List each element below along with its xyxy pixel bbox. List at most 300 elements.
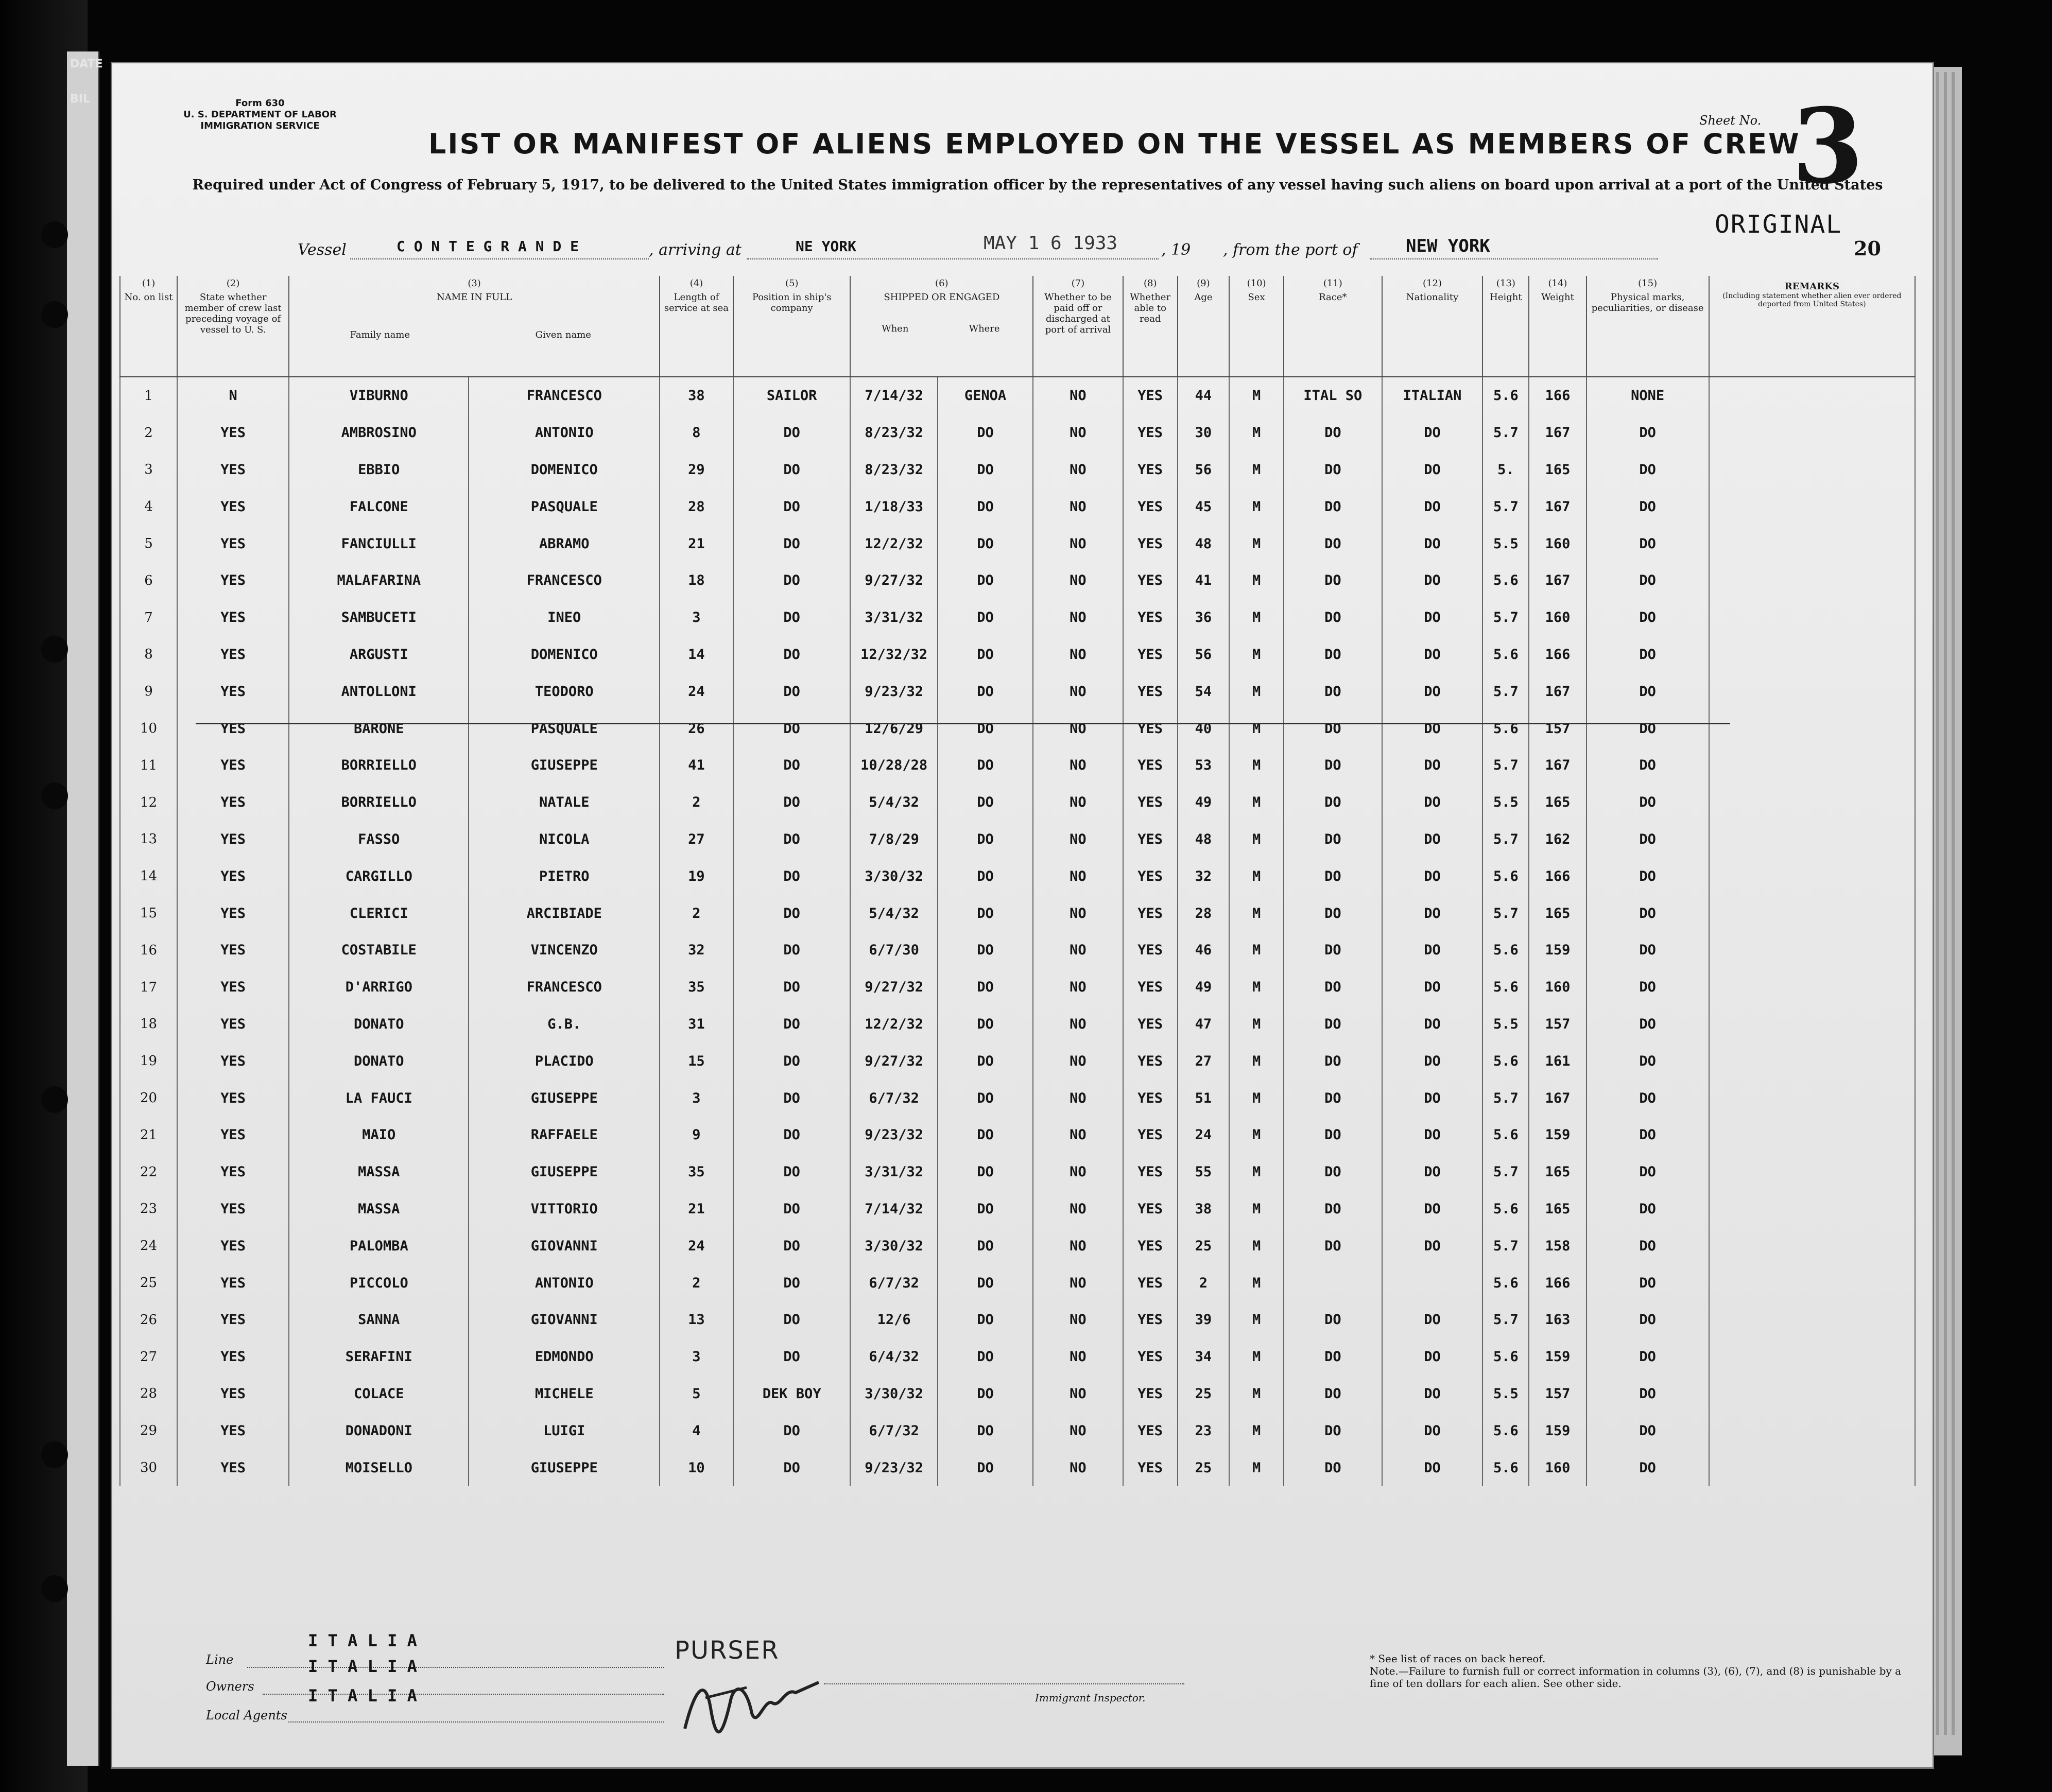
cell-sex: M bbox=[1229, 1264, 1284, 1301]
cell-shipped-when: 5/4/32 bbox=[850, 895, 937, 932]
form-service: IMMIGRATION SERVICE bbox=[200, 120, 320, 131]
from-port: NEW YORK bbox=[1406, 236, 1490, 256]
cell-weight: 160 bbox=[1529, 525, 1586, 562]
cell-height: 5.5 bbox=[1482, 525, 1529, 562]
cell-race: DO bbox=[1284, 858, 1382, 895]
cell-previous-voyage: YES bbox=[177, 858, 289, 895]
cell-family-name: SAMBUCETI bbox=[289, 599, 469, 636]
cell-no: 2 bbox=[120, 414, 177, 451]
cell-sex: M bbox=[1229, 1376, 1284, 1413]
cell-age: 39 bbox=[1178, 1301, 1230, 1338]
cell-shipped-where: DO bbox=[938, 747, 1033, 784]
cell-shipped-when: 12/2/32 bbox=[850, 1006, 937, 1043]
table-row bbox=[120, 821, 1915, 858]
cell-remarks bbox=[1709, 451, 1915, 489]
cell-family-name: SANNA bbox=[289, 1301, 469, 1338]
cell-able-read: YES bbox=[1123, 821, 1178, 858]
cell-length-service: 15 bbox=[660, 1042, 733, 1080]
cell-position: DO bbox=[733, 1006, 851, 1043]
cell-nationality: DO bbox=[1382, 562, 1483, 599]
cell-weight: 161 bbox=[1529, 1042, 1586, 1080]
cell-able-read: YES bbox=[1123, 1080, 1178, 1117]
cell-previous-voyage: YES bbox=[177, 747, 289, 784]
cell-previous-voyage: YES bbox=[177, 784, 289, 821]
cell-weight: 160 bbox=[1529, 599, 1586, 636]
cell-physical-marks: DO bbox=[1587, 1117, 1709, 1154]
cell-physical-marks: DO bbox=[1587, 1449, 1709, 1486]
cell-nationality: DO bbox=[1382, 858, 1483, 895]
cell-nationality: DO bbox=[1382, 821, 1483, 858]
cell-height: 5.7 bbox=[1482, 821, 1529, 858]
cell-race: DO bbox=[1284, 710, 1382, 747]
table-row bbox=[120, 636, 1915, 673]
cell-age: 54 bbox=[1178, 673, 1230, 710]
cell-position: DO bbox=[733, 710, 851, 747]
cell-given-name: EDMONDO bbox=[469, 1338, 660, 1376]
cell-age: 32 bbox=[1178, 858, 1230, 895]
cell-previous-voyage: YES bbox=[177, 1117, 289, 1154]
cell-position: DO bbox=[733, 636, 851, 673]
cell-paid-off: NO bbox=[1033, 1042, 1123, 1080]
cell-height: 5.6 bbox=[1482, 1117, 1529, 1154]
cell-race: DO bbox=[1284, 488, 1382, 525]
cell-position: DO bbox=[733, 451, 851, 489]
cell-given-name: VITTORIO bbox=[469, 1191, 660, 1228]
cell-height: 5.5 bbox=[1482, 784, 1529, 821]
cell-age: 25 bbox=[1178, 1449, 1230, 1486]
cell-height: 5.6 bbox=[1482, 932, 1529, 969]
from-port-label: , from the port of bbox=[1223, 241, 1358, 259]
cell-able-read: YES bbox=[1123, 747, 1178, 784]
cell-no: 27 bbox=[120, 1338, 177, 1376]
cell-position: DO bbox=[733, 488, 851, 525]
punch-hole bbox=[41, 1441, 68, 1468]
col-header-given-name: Given name bbox=[535, 329, 591, 340]
cell-remarks bbox=[1709, 1042, 1915, 1080]
cell-length-service: 24 bbox=[660, 673, 733, 710]
cell-nationality bbox=[1382, 1264, 1483, 1301]
cell-family-name: BORRIELLO bbox=[289, 784, 469, 821]
cell-shipped-when: 3/30/32 bbox=[850, 1376, 937, 1413]
cell-length-service: 29 bbox=[660, 451, 733, 489]
cell-paid-off: NO bbox=[1033, 1154, 1123, 1191]
cell-nationality: DO bbox=[1382, 488, 1483, 525]
cell-position: DO bbox=[733, 525, 851, 562]
cell-sex: M bbox=[1229, 821, 1284, 858]
cell-paid-off: NO bbox=[1033, 673, 1123, 710]
table-row bbox=[120, 1376, 1915, 1413]
cell-nationality: ITALIAN bbox=[1382, 377, 1483, 414]
cell-race: DO bbox=[1284, 932, 1382, 969]
cell-physical-marks: DO bbox=[1587, 1227, 1709, 1264]
cell-physical-marks: DO bbox=[1587, 1191, 1709, 1228]
cell-previous-voyage: YES bbox=[177, 1154, 289, 1191]
cell-age: 56 bbox=[1178, 451, 1230, 489]
cell-length-service: 24 bbox=[660, 1227, 733, 1264]
cell-nationality: DO bbox=[1382, 451, 1483, 489]
cell-previous-voyage: YES bbox=[177, 821, 289, 858]
cell-nationality: DO bbox=[1382, 1080, 1483, 1117]
cell-age: 49 bbox=[1178, 969, 1230, 1006]
cell-shipped-where: DO bbox=[938, 1042, 1033, 1080]
footnotes bbox=[1370, 1652, 1910, 1690]
cell-race: DO bbox=[1284, 1117, 1382, 1154]
cell-length-service: 8 bbox=[660, 414, 733, 451]
cell-given-name: GIUSEPPE bbox=[469, 1154, 660, 1191]
cell-shipped-when: 9/23/32 bbox=[850, 1117, 937, 1154]
cell-physical-marks: DO bbox=[1587, 1154, 1709, 1191]
cell-able-read: YES bbox=[1123, 1338, 1178, 1376]
cell-race: DO bbox=[1284, 821, 1382, 858]
cell-able-read: YES bbox=[1123, 895, 1178, 932]
cell-position: DO bbox=[733, 747, 851, 784]
cell-family-name: MAIO bbox=[289, 1117, 469, 1154]
table-row bbox=[120, 1338, 1915, 1376]
cell-shipped-where: DO bbox=[938, 710, 1033, 747]
cell-given-name: PASQUALE bbox=[469, 710, 660, 747]
punch-hole bbox=[41, 301, 68, 328]
cell-previous-voyage: YES bbox=[177, 488, 289, 525]
cell-sex: M bbox=[1229, 1191, 1284, 1228]
vessel-label: Vessel bbox=[298, 241, 347, 259]
cell-physical-marks: DO bbox=[1587, 969, 1709, 1006]
cell-family-name: BORRIELLO bbox=[289, 747, 469, 784]
cell-position: SAILOR bbox=[733, 377, 851, 414]
cell-able-read: YES bbox=[1123, 1006, 1178, 1043]
cell-previous-voyage: YES bbox=[177, 895, 289, 932]
cell-weight: 157 bbox=[1529, 710, 1586, 747]
table-row bbox=[120, 969, 1915, 1006]
cell-remarks bbox=[1709, 414, 1915, 451]
cell-remarks bbox=[1709, 636, 1915, 673]
cell-given-name: TEODORO bbox=[469, 673, 660, 710]
cell-shipped-where: DO bbox=[938, 1412, 1033, 1449]
cell-no: 12 bbox=[120, 784, 177, 821]
cell-physical-marks: DO bbox=[1587, 525, 1709, 562]
cell-paid-off: NO bbox=[1033, 1338, 1123, 1376]
cell-given-name: PLACIDO bbox=[469, 1042, 660, 1080]
cell-length-service: 35 bbox=[660, 1154, 733, 1191]
cell-age: 27 bbox=[1178, 1042, 1230, 1080]
cell-position: DO bbox=[733, 1301, 851, 1338]
cell-height: 5.6 bbox=[1482, 969, 1529, 1006]
cell-position: DO bbox=[733, 895, 851, 932]
cell-length-service: 9 bbox=[660, 1117, 733, 1154]
cell-position: DO bbox=[733, 414, 851, 451]
cell-paid-off: NO bbox=[1033, 969, 1123, 1006]
cell-previous-voyage: YES bbox=[177, 1191, 289, 1228]
cell-given-name: DOMENICO bbox=[469, 451, 660, 489]
cell-shipped-where: DO bbox=[938, 1227, 1033, 1264]
cell-no: 3 bbox=[120, 451, 177, 489]
cell-shipped-where: DO bbox=[938, 636, 1033, 673]
cell-physical-marks: DO bbox=[1587, 451, 1709, 489]
cell-family-name: ARGUSTI bbox=[289, 636, 469, 673]
cell-family-name: FANCIULLI bbox=[289, 525, 469, 562]
cell-paid-off: NO bbox=[1033, 1412, 1123, 1449]
cell-previous-voyage: YES bbox=[177, 1412, 289, 1449]
cell-nationality: DO bbox=[1382, 1006, 1483, 1043]
cell-shipped-where: GENOA bbox=[938, 377, 1033, 414]
cell-shipped-where: DO bbox=[938, 1449, 1033, 1486]
cell-shipped-where: DO bbox=[938, 932, 1033, 969]
cell-shipped-when: 9/27/32 bbox=[850, 969, 937, 1006]
table-row bbox=[120, 1264, 1915, 1301]
line-label: Line bbox=[206, 1652, 234, 1667]
cell-sex: M bbox=[1229, 1006, 1284, 1043]
cell-sex: M bbox=[1229, 932, 1284, 969]
cell-shipped-where: DO bbox=[938, 1376, 1033, 1413]
cell-paid-off: NO bbox=[1033, 821, 1123, 858]
cell-shipped-when: 3/30/32 bbox=[850, 1227, 937, 1264]
col-header-sex: (10) Sex bbox=[1229, 276, 1284, 377]
cell-previous-voyage: YES bbox=[177, 451, 289, 489]
cell-shipped-where: DO bbox=[938, 562, 1033, 599]
page-stack-edge bbox=[1936, 72, 1939, 1735]
cell-nationality: DO bbox=[1382, 1154, 1483, 1191]
cell-able-read: YES bbox=[1123, 1376, 1178, 1413]
col-header-nationality: (12) Nationality bbox=[1382, 276, 1483, 377]
table-row bbox=[120, 673, 1915, 710]
cell-length-service: 2 bbox=[660, 784, 733, 821]
cell-position: DO bbox=[733, 599, 851, 636]
cell-race: DO bbox=[1284, 414, 1382, 451]
cell-no: 11 bbox=[120, 747, 177, 784]
cell-race: DO bbox=[1284, 1042, 1382, 1080]
cell-no: 5 bbox=[120, 525, 177, 562]
cell-length-service: 14 bbox=[660, 636, 733, 673]
cell-height: 5.6 bbox=[1482, 1412, 1529, 1449]
cell-family-name: FALCONE bbox=[289, 488, 469, 525]
underlying-page-strip bbox=[67, 51, 99, 1766]
cell-weight: 162 bbox=[1529, 821, 1586, 858]
owners-label: Owners bbox=[206, 1679, 254, 1694]
year-label: , 19 bbox=[1161, 241, 1191, 259]
cell-nationality: DO bbox=[1382, 673, 1483, 710]
cell-height: 5.6 bbox=[1482, 1449, 1529, 1486]
cell-age: 41 bbox=[1178, 562, 1230, 599]
cell-physical-marks: DO bbox=[1587, 710, 1709, 747]
col-header-paid-off: (7) Whether to be paid off or discharged at port of arrival bbox=[1033, 276, 1123, 377]
purser-stamp: PURSER bbox=[675, 1636, 780, 1665]
table-row bbox=[120, 414, 1915, 451]
cell-given-name: ANTONIO bbox=[469, 1264, 660, 1301]
col-header-where: Where bbox=[969, 323, 1000, 334]
cell-height: 5.7 bbox=[1482, 488, 1529, 525]
cell-family-name: MASSA bbox=[289, 1154, 469, 1191]
table-row bbox=[120, 599, 1915, 636]
cell-sex: M bbox=[1229, 451, 1284, 489]
cell-previous-voyage: YES bbox=[177, 932, 289, 969]
cell-shipped-when: 5/4/32 bbox=[850, 784, 937, 821]
cell-no: 20 bbox=[120, 1080, 177, 1117]
cell-previous-voyage: YES bbox=[177, 599, 289, 636]
cell-paid-off: NO bbox=[1033, 858, 1123, 895]
cell-height: 5.6 bbox=[1482, 1264, 1529, 1301]
cell-sex: M bbox=[1229, 710, 1284, 747]
cell-physical-marks: DO bbox=[1587, 1006, 1709, 1043]
cell-previous-voyage: YES bbox=[177, 1376, 289, 1413]
original-stamp: ORIGINAL bbox=[1715, 210, 1842, 239]
col-header-position: (5) Position in ship's company bbox=[733, 276, 851, 377]
cell-physical-marks: NONE bbox=[1587, 377, 1709, 414]
col-header-height: (13) Height bbox=[1482, 276, 1529, 377]
cell-shipped-where: DO bbox=[938, 673, 1033, 710]
cell-previous-voyage: YES bbox=[177, 673, 289, 710]
cell-family-name: MOISELLO bbox=[289, 1449, 469, 1486]
cell-physical-marks: DO bbox=[1587, 599, 1709, 636]
cell-length-service: 28 bbox=[660, 488, 733, 525]
cell-paid-off: NO bbox=[1033, 636, 1123, 673]
cell-given-name: LUIGI bbox=[469, 1412, 660, 1449]
cell-able-read: YES bbox=[1123, 562, 1178, 599]
punch-hole bbox=[41, 221, 68, 248]
cell-paid-off: NO bbox=[1033, 1080, 1123, 1117]
cell-family-name: MASSA bbox=[289, 1191, 469, 1228]
cell-length-service: 13 bbox=[660, 1301, 733, 1338]
cell-sex: M bbox=[1229, 599, 1284, 636]
table-row bbox=[120, 1042, 1915, 1080]
cell-paid-off: NO bbox=[1033, 1449, 1123, 1486]
cell-previous-voyage: N bbox=[177, 377, 289, 414]
cell-remarks bbox=[1709, 1080, 1915, 1117]
cell-previous-voyage: YES bbox=[177, 1338, 289, 1376]
cell-paid-off: NO bbox=[1033, 710, 1123, 747]
cell-sex: M bbox=[1229, 1301, 1284, 1338]
col-header-family-name: Family name bbox=[350, 329, 410, 340]
cell-able-read: YES bbox=[1123, 1117, 1178, 1154]
cell-given-name: GIUSEPPE bbox=[469, 747, 660, 784]
cell-weight: 165 bbox=[1529, 784, 1586, 821]
cell-length-service: 32 bbox=[660, 932, 733, 969]
cell-able-read: YES bbox=[1123, 710, 1178, 747]
cell-no: 29 bbox=[120, 1412, 177, 1449]
cell-paid-off: NO bbox=[1033, 599, 1123, 636]
cell-shipped-where: DO bbox=[938, 414, 1033, 451]
cell-position: DO bbox=[733, 821, 851, 858]
cell-remarks bbox=[1709, 895, 1915, 932]
cell-able-read: YES bbox=[1123, 1042, 1178, 1080]
cell-weight: 159 bbox=[1529, 1338, 1586, 1376]
cell-physical-marks: DO bbox=[1587, 414, 1709, 451]
cell-age: 40 bbox=[1178, 710, 1230, 747]
cell-paid-off: NO bbox=[1033, 488, 1123, 525]
cell-shipped-when: 12/6 bbox=[850, 1301, 937, 1338]
cell-shipped-when: 8/23/32 bbox=[850, 451, 937, 489]
cell-no: 15 bbox=[120, 895, 177, 932]
immigrant-inspector-label: Immigrant Inspector. bbox=[1035, 1692, 1146, 1704]
cell-shipped-where: DO bbox=[938, 858, 1033, 895]
cell-physical-marks: DO bbox=[1587, 1412, 1709, 1449]
cell-race: DO bbox=[1284, 1006, 1382, 1043]
cell-physical-marks: DO bbox=[1587, 636, 1709, 673]
cell-sex: M bbox=[1229, 562, 1284, 599]
col-header-previous-voyage: (2) State whether member of crew last preceding voyage of vessel to U. S. bbox=[177, 276, 289, 377]
cell-height: 5. bbox=[1482, 451, 1529, 489]
col-header-remarks: REMARKS (Including statement whether alien ever ordered deported from United States) bbox=[1709, 276, 1915, 377]
cell-sex: M bbox=[1229, 1080, 1284, 1117]
cell-shipped-where: DO bbox=[938, 969, 1033, 1006]
cell-remarks bbox=[1709, 784, 1915, 821]
cell-given-name: DOMENICO bbox=[469, 636, 660, 673]
cell-given-name: G.B. bbox=[469, 1006, 660, 1043]
cell-nationality: DO bbox=[1382, 710, 1483, 747]
cell-age: 49 bbox=[1178, 784, 1230, 821]
cell-previous-voyage: YES bbox=[177, 414, 289, 451]
cell-sex: M bbox=[1229, 488, 1284, 525]
cell-family-name: ANTOLLONI bbox=[289, 673, 469, 710]
owners-value: I T A L I A bbox=[308, 1657, 417, 1676]
cell-nationality: DO bbox=[1382, 1191, 1483, 1228]
punch-hole bbox=[41, 1086, 68, 1113]
cell-weight: 165 bbox=[1529, 895, 1586, 932]
cell-weight: 157 bbox=[1529, 1006, 1586, 1043]
cell-weight: 165 bbox=[1529, 451, 1586, 489]
cell-position: DO bbox=[733, 969, 851, 1006]
edge-label-date: DATE bbox=[70, 58, 103, 71]
cell-physical-marks: DO bbox=[1587, 821, 1709, 858]
cell-height: 5.6 bbox=[1482, 710, 1529, 747]
cell-height: 5.7 bbox=[1482, 1080, 1529, 1117]
table-row bbox=[120, 525, 1915, 562]
cell-shipped-when: 6/7/30 bbox=[850, 932, 937, 969]
table-row bbox=[120, 932, 1915, 969]
cell-weight: 163 bbox=[1529, 1301, 1586, 1338]
cell-able-read: YES bbox=[1123, 969, 1178, 1006]
cell-age: 48 bbox=[1178, 821, 1230, 858]
cell-no: 19 bbox=[120, 1042, 177, 1080]
cell-height: 5.7 bbox=[1482, 599, 1529, 636]
cell-nationality: DO bbox=[1382, 1301, 1483, 1338]
cell-age: 25 bbox=[1178, 1376, 1230, 1413]
cell-paid-off: NO bbox=[1033, 1301, 1123, 1338]
cell-shipped-where: DO bbox=[938, 784, 1033, 821]
cell-remarks bbox=[1709, 858, 1915, 895]
cell-age: 36 bbox=[1178, 599, 1230, 636]
cell-remarks bbox=[1709, 488, 1915, 525]
cell-height: 5.7 bbox=[1482, 1301, 1529, 1338]
cell-remarks bbox=[1709, 821, 1915, 858]
cell-family-name: FASSO bbox=[289, 821, 469, 858]
cell-sex: M bbox=[1229, 1338, 1284, 1376]
cell-remarks bbox=[1709, 932, 1915, 969]
cell-shipped-where: DO bbox=[938, 821, 1033, 858]
cell-paid-off: NO bbox=[1033, 895, 1123, 932]
cell-remarks bbox=[1709, 377, 1915, 414]
cell-race: DO bbox=[1284, 451, 1382, 489]
cell-shipped-when: 3/31/32 bbox=[850, 1154, 937, 1191]
cell-family-name: AMBROSINO bbox=[289, 414, 469, 451]
table-row bbox=[120, 1449, 1915, 1486]
cell-length-service: 10 bbox=[660, 1449, 733, 1486]
cell-height: 5.6 bbox=[1482, 636, 1529, 673]
cell-family-name: COSTABILE bbox=[289, 932, 469, 969]
cell-remarks bbox=[1709, 747, 1915, 784]
cell-position: DO bbox=[733, 562, 851, 599]
cell-no: 30 bbox=[120, 1449, 177, 1486]
cell-able-read: YES bbox=[1123, 599, 1178, 636]
table-row bbox=[120, 1191, 1915, 1228]
cell-position: DO bbox=[733, 1117, 851, 1154]
cell-physical-marks: DO bbox=[1587, 1042, 1709, 1080]
cell-given-name: GIOVANNI bbox=[469, 1227, 660, 1264]
cell-no: 22 bbox=[120, 1154, 177, 1191]
cell-given-name: FRANCESCO bbox=[469, 377, 660, 414]
cell-height: 5.7 bbox=[1482, 895, 1529, 932]
cell-remarks bbox=[1709, 710, 1915, 747]
cell-able-read: YES bbox=[1123, 525, 1178, 562]
arriving-label: , arriving at bbox=[649, 241, 742, 259]
